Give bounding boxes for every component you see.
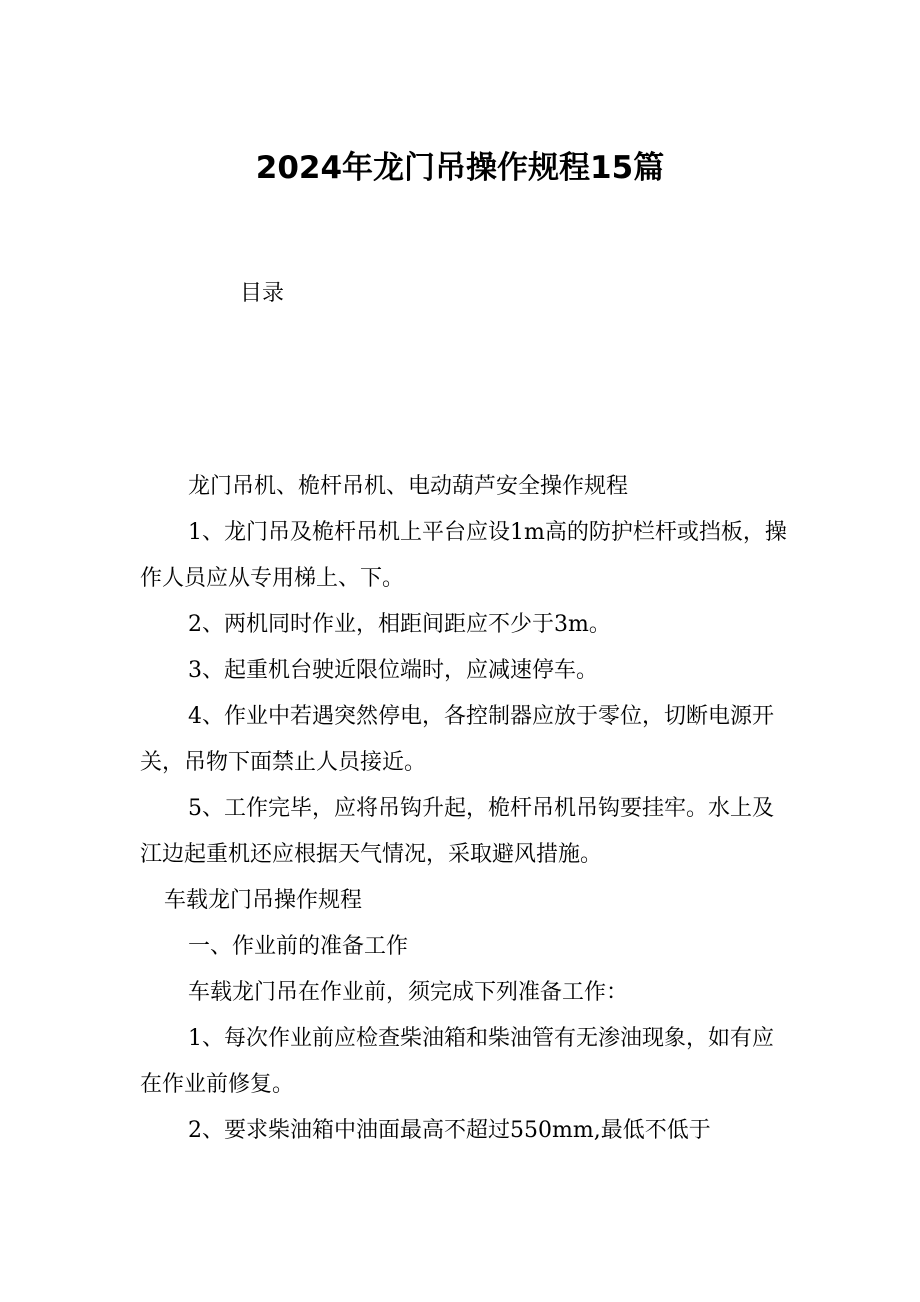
section-heading: 龙门吊机、桅杆吊机、电动葫芦安全操作规程	[188, 474, 629, 499]
paragraph: 1、每次作业前应检查柴油箱和柴油管有无渗油现象，如有应在作业前修复。	[140, 1026, 774, 1097]
paragraph: 3、起重机台驶近限位端时，应减速停车。	[188, 658, 598, 683]
paragraph: 一、作业前的准备工作	[188, 934, 409, 959]
paragraph: 4、作业中若遇突然停电，各控制器应放于零位，切断电源开关，吊物下面禁止人员接近。	[140, 704, 774, 775]
document-title: 2024年龙门吊操作规程15篇	[255, 150, 665, 186]
paragraph: 1、龙门吊及桅杆吊机上平台应设1m高的防护栏杆或挡板，操作人员应从专用梯上、下。	[140, 520, 787, 591]
paragraph: 车载龙门吊在作业前，须完成下列准备工作：	[188, 980, 629, 1005]
paragraph: 2、要求柴油箱中油面最高不超过550mm,最低不低于	[188, 1118, 711, 1143]
table-of-contents-label: 目录	[240, 281, 285, 306]
paragraph: 2、两机同时作业，相距间距应不少于3m。	[188, 612, 611, 637]
section-heading: 车载龙门吊操作规程	[164, 888, 363, 913]
paragraph: 5、工作完毕，应将吊钩升起，桅杆吊机吊钩要挂牢。水上及江边起重机还应根据天气情况，采取避风措施。	[140, 796, 774, 867]
document-body	[140, 464, 790, 1154]
